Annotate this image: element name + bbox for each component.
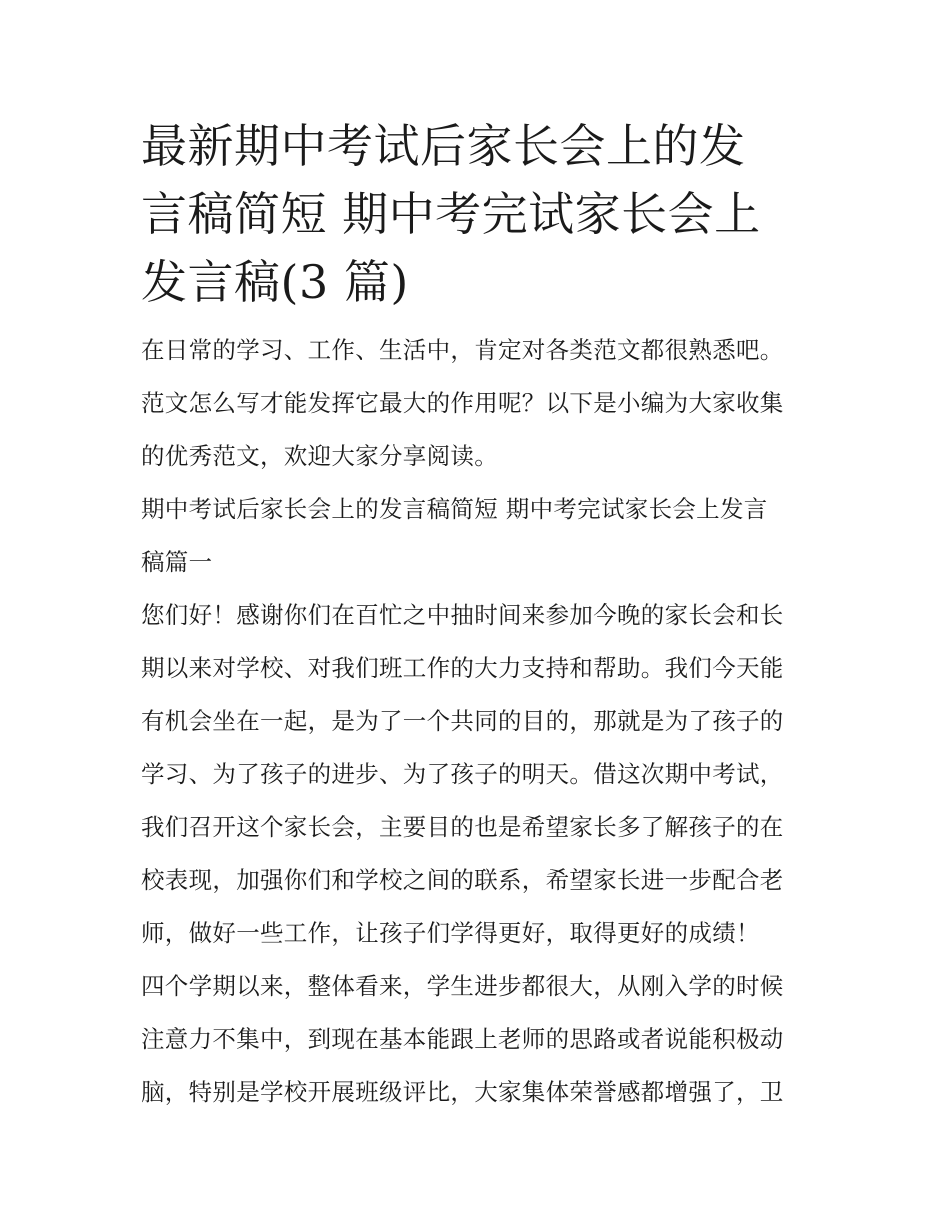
document-title: 最新期中考试后家长会上的发 言稿简短 期中考完试家长会上 发言稿(3 篇) [141, 119, 761, 309]
body-paragraph-progress: 四个学期以来，整体看来，学生进步都很大，从刚入学的时候 注意力不集中，到现在基本能跟上老师的思路或者说能积极动 脑，特别是学校开展班级评比，大家集体荣誉感都增强了，卫 [141, 972, 784, 1106]
section-heading: 期中考试后家长会上的发言稿简短 期中考完试家长会上发言 稿篇一 [141, 495, 768, 576]
document-page [141, 112, 813, 1119]
body-paragraph-greeting: 您们好！感谢你们在百忙之中抽时间来参加今晚的家长会和长 期以来对学校、对我们班工作的大力支持和帮助。我们今天能 有机会坐在一起，是为了一个共同的目的，那就是为了孩子的 学习、为了孩子的进步、为了孩子的明天。借这次期中考试， 我们召开这个家长会，主要目的也是希望家长多了解孩子的在 校表现，加强你们和学校之间的联系，希望家长进一步配合老 师，做好一些工作，让孩子们学得更好，取得更好的成绩！ [141, 601, 784, 947]
intro-paragraph: 在日常的学习、工作、生活中，肯定对各类范文都很熟悉吧。 范文怎么写才能发挥它最大的作用呢？以下是小编为大家收集 的优秀范文，欢迎大家分享阅读。 [141, 336, 784, 470]
